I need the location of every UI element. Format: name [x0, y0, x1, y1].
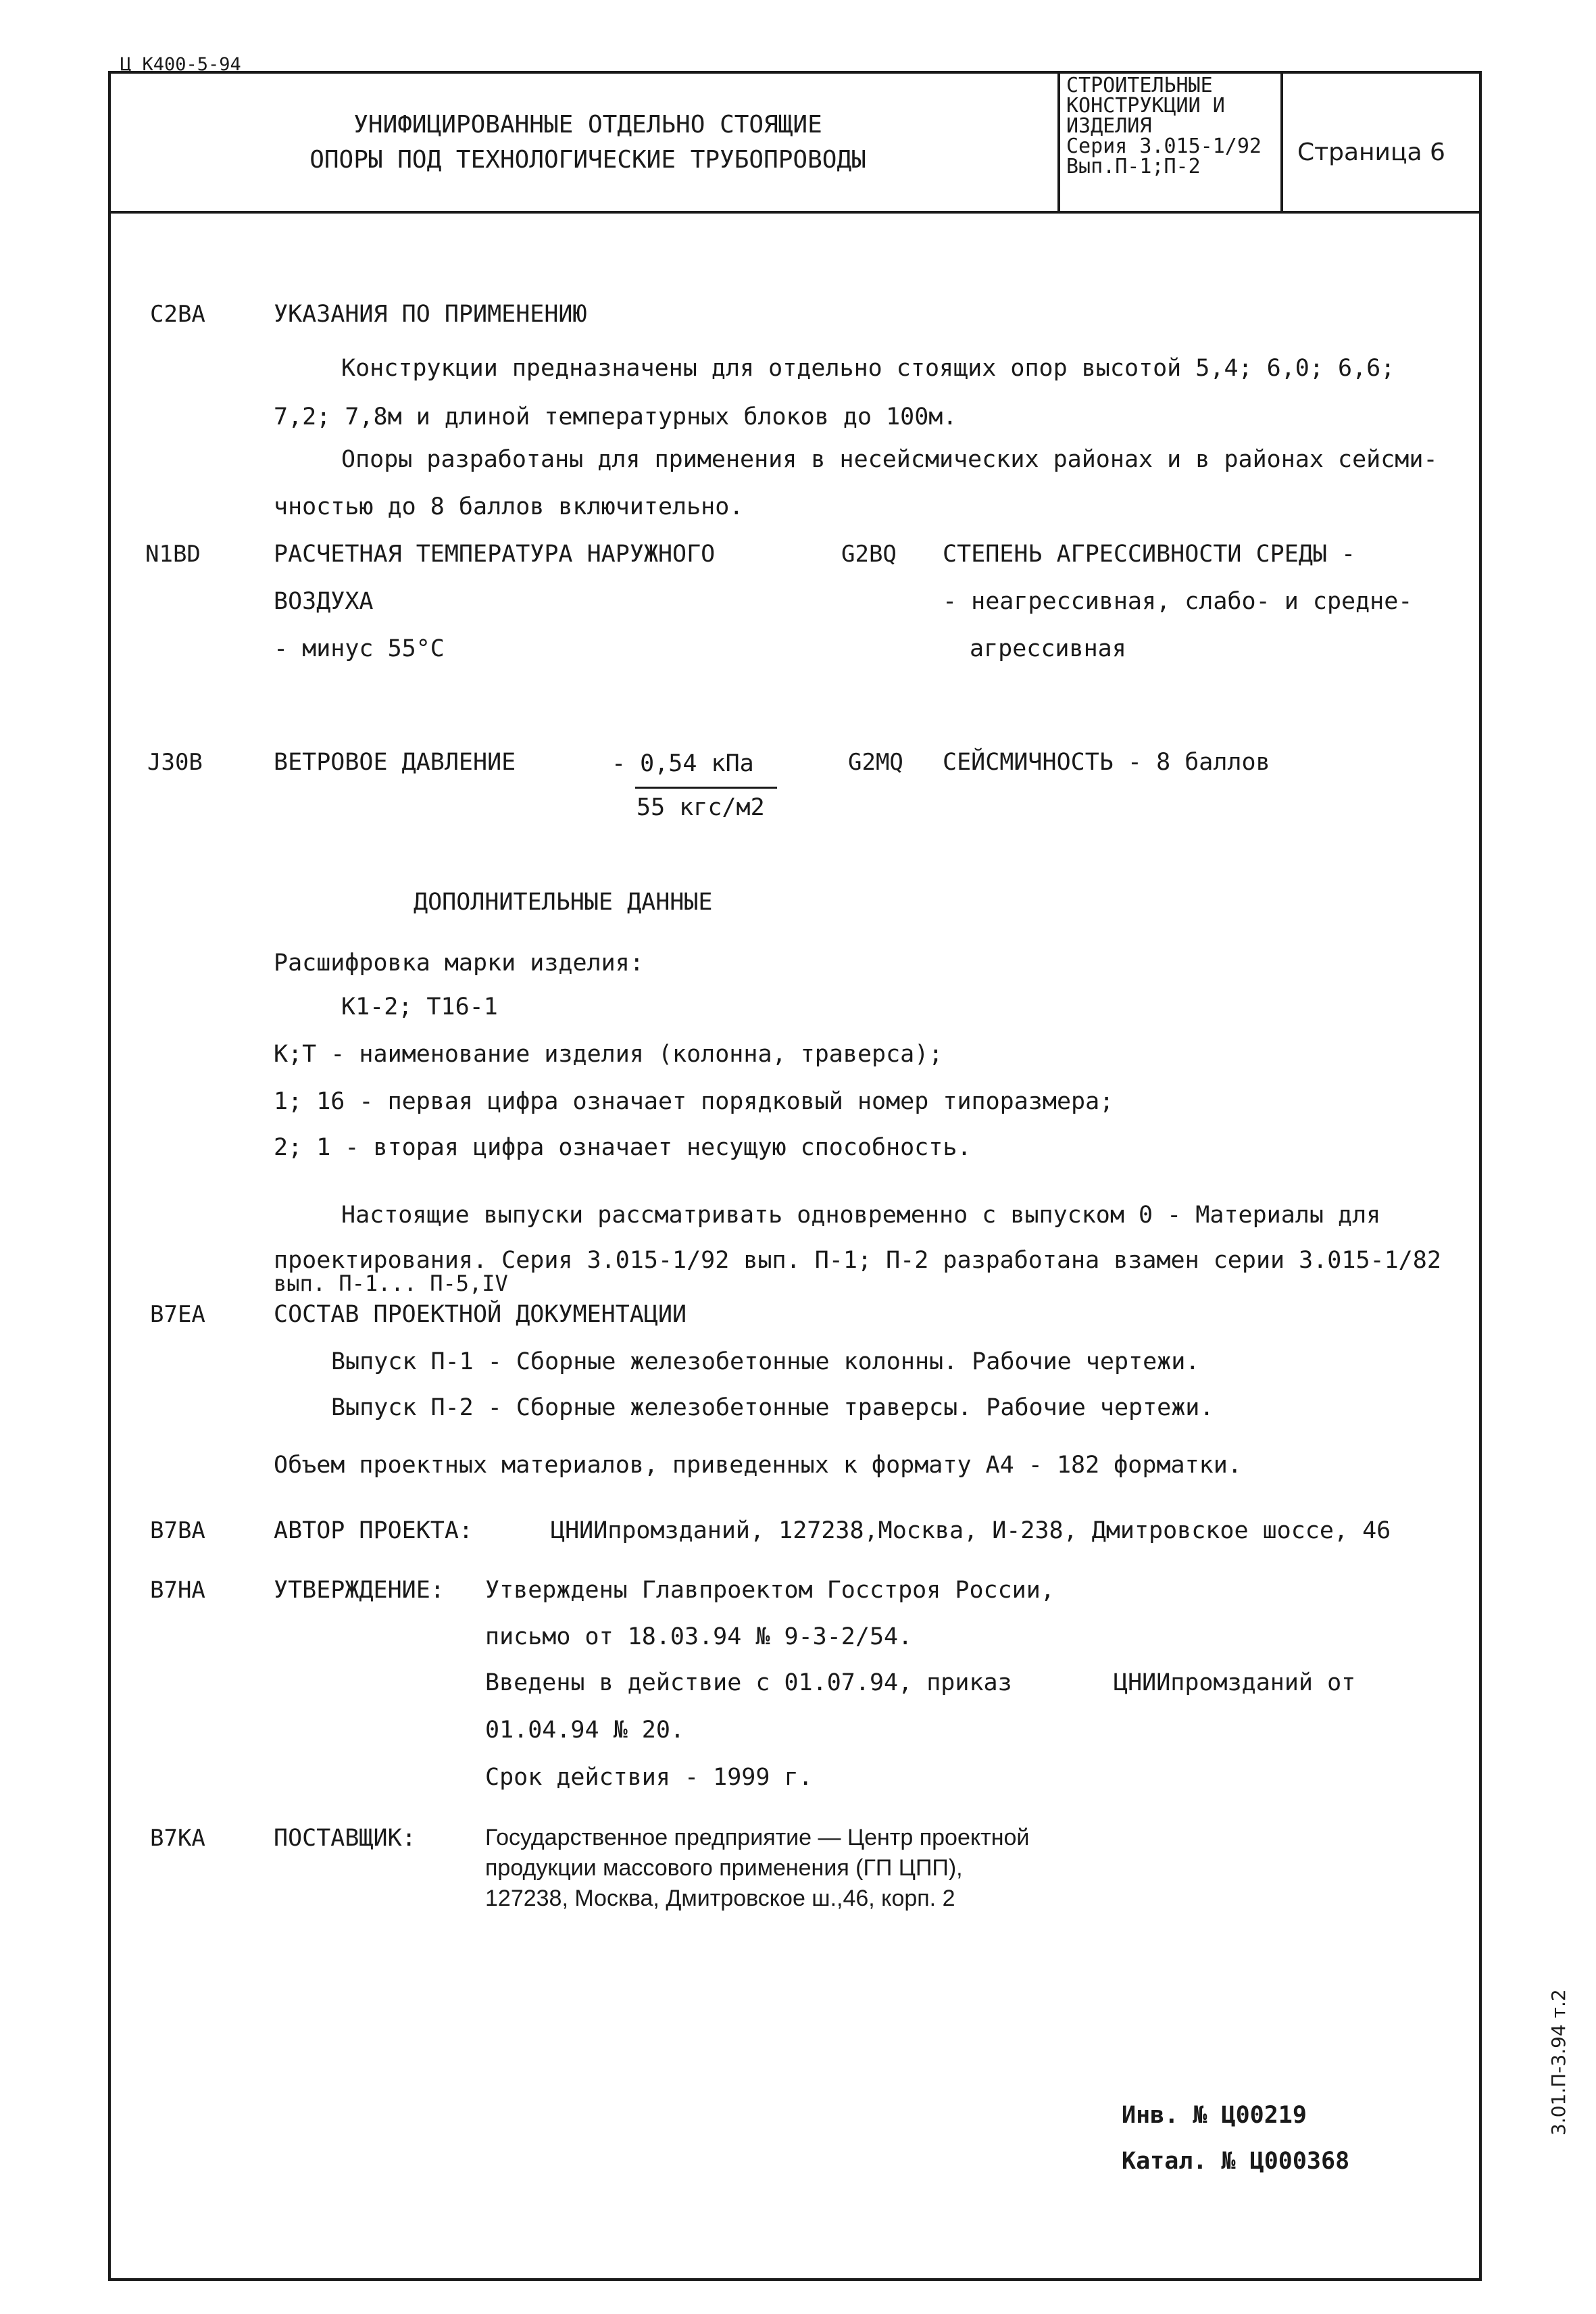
paragraph-line: вып. П-1... П-5,IV — [274, 1271, 508, 1296]
section-title: РАСЧЕТНАЯ ТЕМПЕРАТУРА НАРУЖНОГО — [274, 541, 716, 568]
paragraph-line: проектирования. Серия 3.015-1/92 вып. П-1; П-2 разработана взамен серии 3.015-1/82 — [274, 1247, 1441, 1274]
section-value: агрессивная — [970, 635, 1126, 662]
section-value: СЕЙСМИЧНОСТЬ - 8 баллов — [943, 749, 1270, 776]
paragraph-line: Выпуск П-2 - Сборные железобетонные траверсы. Рабочие чертежи. — [331, 1394, 1214, 1421]
section-title: ВОЗДУХА — [274, 588, 374, 615]
supplier-line: продукции массового применения (ГП ЦПП), — [485, 1855, 963, 1881]
document-code: Ц К400-5-94 — [120, 54, 241, 75]
catalog-number: Катал. № Ц000368 — [1122, 2148, 1350, 2175]
series-line: Вып.П-1;П-2 — [1066, 155, 1201, 178]
section-code: B7BA — [150, 1517, 205, 1544]
section-title: ДОПОЛНИТЕЛЬНЫЕ ДАННЫЕ — [414, 889, 713, 916]
section-value: - минус 55°С — [274, 635, 445, 662]
paragraph-line: Выпуск П-1 - Сборные железобетонные колонны. Рабочие чертежи. — [331, 1348, 1200, 1375]
section-code: G2MQ — [848, 749, 903, 776]
section-value: - 0,54 кПа — [612, 750, 754, 777]
page-frame — [108, 71, 1482, 2281]
fraction-line — [635, 787, 777, 789]
title-line-1: УНИФИЦИРОВАННЫЕ ОТДЕЛЬНО СТОЯЩИЕ — [353, 111, 822, 139]
paragraph-line: 2; 1 - вторая цифра означает несущую способность. — [274, 1134, 972, 1161]
page-number: Страница 6 — [1297, 139, 1445, 166]
side-code: 3.01.П-3.94 т.2 — [1547, 1989, 1570, 2136]
inventory-number: Инв. № Ц00219 — [1122, 2102, 1307, 2129]
section-value: - неагрессивная, слабо- и средне- — [943, 588, 1413, 615]
section-value: ЦНИИпромзданий от — [1114, 1669, 1356, 1696]
section-value: Введены в действие с 01.07.94, приказ — [485, 1669, 1012, 1696]
series-line: КОНСТРУКЦИИ И — [1066, 94, 1225, 118]
section-value: ЦНИИпромзданий, 127238,Москва, И-238, Дмитровское шоссе, 46 — [551, 1517, 1391, 1544]
section-label: ПОСТАВЩИК: — [274, 1825, 416, 1852]
section-code: G2BQ — [841, 541, 897, 568]
section-label: АВТОР ПРОЕКТА: — [274, 1517, 474, 1544]
section-code: B7HA — [150, 1577, 205, 1604]
section-title: СОСТАВ ПРОЕКТНОЙ ДОКУМЕНТАЦИИ — [274, 1301, 687, 1328]
section-code: N1BD — [145, 541, 201, 568]
paragraph-line: Расшифровка марки изделия: — [274, 950, 644, 977]
paragraph-line: К1-2; Т16-1 — [341, 993, 498, 1020]
section-code: B7EA — [150, 1301, 205, 1328]
paragraph-line: Опоры разработаны для применения в несейсмических районах и в районах сейсми- — [341, 446, 1438, 473]
section-value: 01.04.94 № 20. — [485, 1717, 685, 1744]
section-value: Срок действия - 1999 г. — [485, 1764, 813, 1791]
section-code: B7KA — [150, 1825, 205, 1852]
section-code: C2BA — [150, 301, 205, 328]
header-divider — [108, 211, 1482, 214]
section-title: УКАЗАНИЯ ПО ПРИМЕНЕНИЮ — [274, 301, 587, 328]
section-code: J30B — [147, 749, 203, 776]
supplier-line: 127238, Москва, Дмитровское ш.,46, корп. 2 — [485, 1886, 955, 1911]
section-value: 55 кгс/м2 — [637, 794, 765, 821]
title-line-2: ОПОРЫ ПОД ТЕХНОЛОГИЧЕСКИЕ ТРУБОПРОВОДЫ — [309, 146, 866, 174]
series-line: Серия 3.015-1/92 — [1066, 134, 1262, 158]
section-value: письмо от 18.03.94 № 9-3-2/54. — [485, 1623, 913, 1650]
paragraph-line: 1; 16 - первая цифра означает порядковый номер типоразмера; — [274, 1088, 1114, 1115]
series-block — [1066, 76, 1262, 177]
paragraph-line: Объем проектных материалов, приведенных к формату А4 - 182 форматки. — [274, 1452, 1242, 1479]
supplier-line: Государственное предприятие — Центр проектной — [485, 1825, 1030, 1850]
section-title: ВЕТРОВОЕ ДАВЛЕНИЕ — [274, 749, 516, 776]
paragraph-line: Настоящие выпуски рассматривать одновременно с выпуском 0 - Материалы для — [341, 1202, 1381, 1229]
header-column-divider — [1057, 71, 1060, 213]
paragraph-line: К;Т - наименование изделия (колонна, траверса); — [274, 1041, 943, 1068]
paragraph-line: Конструкции предназначены для отдельно стоящих опор высотой 5,4; 6,0; 6,6; — [341, 355, 1395, 382]
series-line: СТРОИТЕЛЬНЫЕ — [1066, 74, 1213, 97]
paragraph-line: 7,2; 7,8м и длиной температурных блоков до 100м. — [274, 403, 957, 430]
section-title: СТЕПЕНЬ АГРЕССИВНОСТИ СРЕДЫ - — [943, 541, 1356, 568]
paragraph-line: чностью до 8 баллов включительно. — [274, 493, 744, 520]
section-label: УТВЕРЖДЕНИЕ: — [274, 1577, 445, 1604]
series-line: ИЗДЕЛИЯ — [1066, 114, 1152, 138]
header-column-divider — [1280, 71, 1283, 213]
section-value: Утверждены Главпроектом Госстроя России, — [485, 1577, 1055, 1604]
